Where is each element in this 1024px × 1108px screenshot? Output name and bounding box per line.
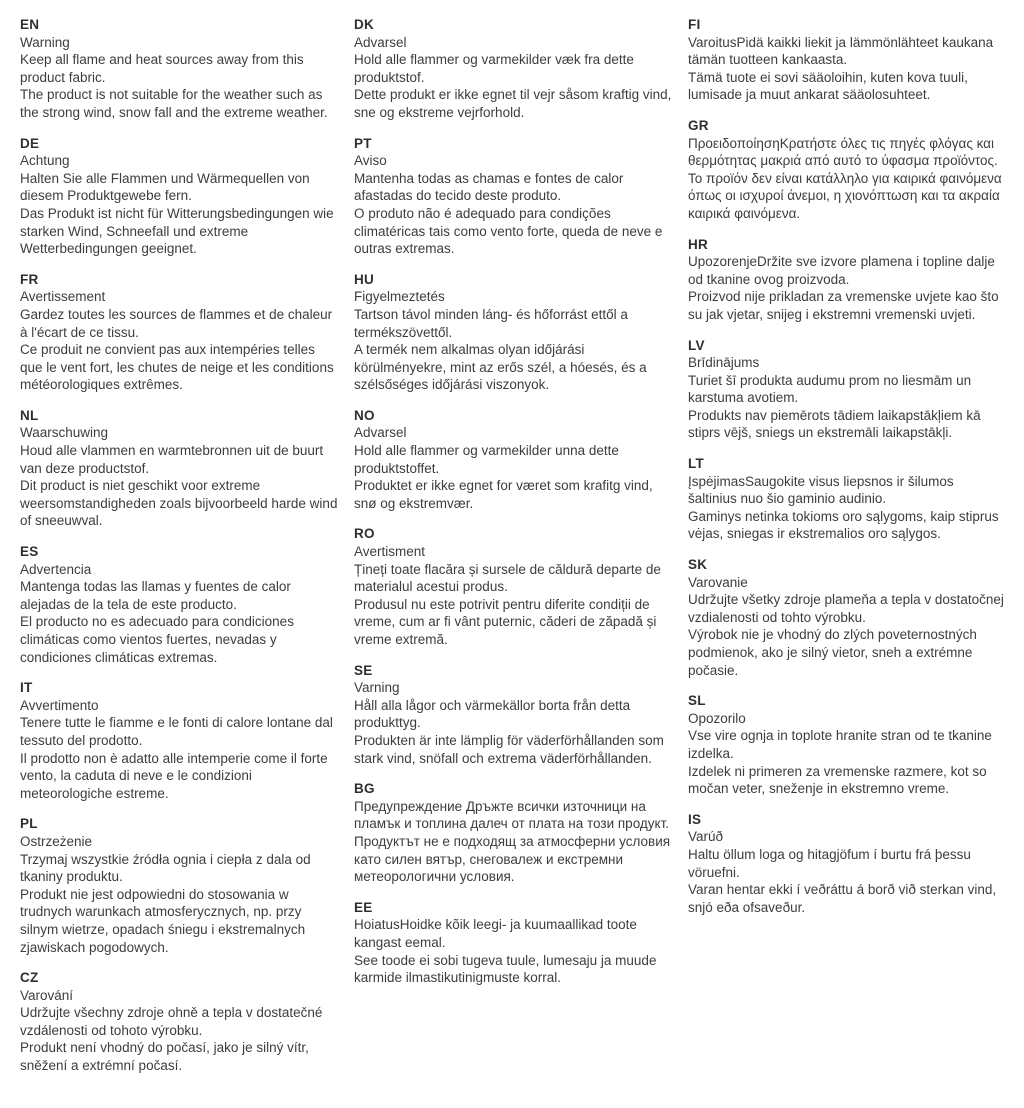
language-section-ro <box>354 525 672 648</box>
warning-text: Avvertimento <box>20 697 99 713</box>
language-section-it <box>20 679 338 802</box>
warning-text: Mantenga todas las llamas y fuentes de calor alejadas de la tela de este producto. <box>20 579 291 612</box>
language-code: NL <box>20 407 39 423</box>
warning-text: Opozorilo <box>688 710 746 726</box>
language-section-sl <box>688 692 1006 798</box>
language-code: PL <box>20 816 38 832</box>
language-code: SL <box>688 693 706 709</box>
language-section-gr <box>688 117 1006 223</box>
warning-text: Varovanie <box>688 574 748 590</box>
warning-text: Turiet šī produkta audumu prom no liesmām un karstuma avotiem. <box>688 372 972 406</box>
warning-text: Håll alla lågor och värmekällor borta från detta produkttyg. <box>354 697 631 731</box>
warning-text: Trzymaj wszystkie źródła ognia i ciepła z dala od tkaniny produktu. <box>20 851 311 885</box>
warning-text: Udržujte všechny zdroje ohně a tepla v dostatečné vzdálenosti od tohoto výrobku. <box>20 1005 323 1038</box>
warning-text: Vse vire ognja in toplote hranite stran od te tkanine izdelka. <box>688 728 992 761</box>
warning-text: O produto não é adequado para condições climatéricas tais como vento forte, queda de neve e outras extremas. <box>354 205 663 257</box>
language-code: BG <box>354 781 375 797</box>
language-section-fi <box>688 16 1006 104</box>
column-1 <box>20 16 338 1088</box>
language-code: RO <box>354 526 375 542</box>
warning-text: Produkt nie jest odpowiedni do stosowania w trudnych warunkach atmosferycznych, np. przy silnym wietrze, opadach śniegu i ekstremalnych zjawiskach pogodowych. <box>20 886 306 955</box>
language-grid <box>20 16 1006 1088</box>
language-code: NO <box>354 407 375 423</box>
language-section-de <box>20 135 338 258</box>
warning-text: Izdelek ni primeren za vremenske razmere, kot so močan veter, sneženje in ekstremno vreme. <box>688 763 987 797</box>
language-code: GR <box>688 117 709 133</box>
warning-text: Avertisment <box>354 544 426 560</box>
warning-text: VaroitusPidä kaikki liekit ja lämmönlähteet kaukana tämän tuotteen kankaasta. <box>688 34 994 68</box>
warning-text: Das Produkt ist nicht für Witterungsbedingungen wie starken Wind, Schneefall und extreme Wetterbedingungen geeignet. <box>20 205 334 257</box>
warning-text: Hold alle flammer og varmekilder væk fra dette produktstof. <box>354 52 634 85</box>
warning-text: Hold alle flammer og varmekilder unna dette produktstoffet. <box>354 443 619 476</box>
warning-text: Il prodotto non è adatto alle intemperie come il forte vento, la caduta di neve e le condizioni meteorologiche estreme. <box>20 750 328 801</box>
warning-text: Tenere tutte le fiamme e le fonti di calore lontane dal tessuto del prodotto. <box>20 715 333 748</box>
language-section-en <box>20 16 338 122</box>
warning-text: Brīdinājums <box>688 355 760 371</box>
warning-text: Výrobok nie je vhodný do zlých poveternostných podmienok, ako je silný vietor, sneh a extrémne počasie. <box>688 627 977 678</box>
warning-text: Tämä tuote ei sovi sääoloihin, kuten kova tuuli, lumisade ja muut ankarat sääolosuhteet. <box>688 69 968 103</box>
language-section-pl <box>20 815 338 956</box>
warning-text: Advarsel <box>354 425 407 441</box>
language-section-es <box>20 543 338 666</box>
warning-text: Produkt není vhodný do počasí, jako je silný vítr, sněžení a extrémní počasí. <box>20 1040 309 1074</box>
warning-text: A termék nem alkalmas olyan időjárási körülményekre, mint az erős szél, a hóesés, és a szélsőséges időjárási viszonyok. <box>354 342 647 393</box>
warning-text: Ostrzeżenie <box>20 833 93 849</box>
warning-text: Varování <box>20 987 74 1003</box>
language-section-nl <box>20 407 338 530</box>
warning-text: Figyelmeztetés <box>354 289 445 305</box>
language-code: LT <box>688 456 704 472</box>
warning-text: Houd alle vlammen en warmtebronnen uit de buurt van deze productstof. <box>20 443 324 476</box>
warning-text: Aviso <box>354 153 387 169</box>
warning-text: Haltu öllum loga og hitagjöfum í burtu frá þessu vöruefni. <box>688 846 971 880</box>
language-section-lv <box>688 337 1006 443</box>
warning-text: Keep all flame and heat sources away from this product fabric. <box>20 52 304 85</box>
language-code: EE <box>354 899 373 915</box>
language-code: IT <box>20 680 33 696</box>
warning-text: Advertencia <box>20 561 92 577</box>
warning-text: Mantenha todas as chamas e fontes de calor afastadas do tecido deste produto. <box>354 170 624 204</box>
warning-text: Udržujte všetky zdroje plameňa a tepla v dostatočnej vzdialenosti od tohto výrobku. <box>688 592 1004 625</box>
language-section-hr <box>688 236 1006 324</box>
language-section-no <box>354 407 672 513</box>
warning-text: Ce produit ne convient pas aux intempéries telles que le vent fort, les chutes de neige et les conditions météorologiques extrêmes. <box>20 342 334 393</box>
warning-text: Halten Sie alle Flammen und Wärmequellen von diesem Produktgewebe fern. <box>20 170 310 204</box>
language-section-se <box>354 662 672 768</box>
language-section-ee <box>354 899 672 987</box>
language-code: FR <box>20 271 39 287</box>
warning-text: ΠροειδοποίησηΚρατήστε όλες τις πηγές φλόγας και θερμότητας μακριά από αυτό το ύφασμα προϊόντος. <box>688 135 998 169</box>
warning-text: See toode ei sobi tugeva tuule, lumesaju ja muude karmide ilmastikutinigmuste korral. <box>354 952 657 986</box>
language-code: EN <box>20 17 40 32</box>
warning-text: HoiatusHoidke kõik leegi- ja kuumaallikad toote kangast eemal. <box>354 917 637 950</box>
warning-text: Proizvod nije prikladan za vremenske uvjete kao što su jak vjetar, snijeg i ekstremni vremenski uvjeti. <box>688 289 999 322</box>
language-section-pt <box>354 135 672 258</box>
warning-text: Produkts nav piemērots tādiem laikapstākļiem kā stiprs vējš, sniegs un ekstremāli laikapstākļi. <box>688 407 981 441</box>
warning-text: Предупреждение Дръжте всички източници на пламък и топлина далеч от плата на този продукт. <box>354 798 670 832</box>
warning-text: Achtung <box>20 153 70 169</box>
warning-text: Advarsel <box>354 34 407 50</box>
warning-text: Tartson távol minden láng- és hőforrást ettől a termékszövettől. <box>354 306 628 340</box>
warning-text: Avertissement <box>20 289 106 305</box>
language-code: IS <box>688 811 702 827</box>
language-code: SE <box>354 662 373 678</box>
language-section-dk <box>354 16 672 122</box>
warning-text: Dette produkt er ikke egnet til vejr såsom kraftig vind, sne og ekstreme vejrforhold. <box>354 87 672 120</box>
warning-text: The product is not suitable for the weather such as the strong wind, snow fall and the extreme weather. <box>20 87 328 120</box>
language-code: DK <box>354 17 374 32</box>
warning-text: Produktet er ikke egnet for været som krafitg vind, snø og ekstremvær. <box>354 478 653 511</box>
language-section-fr <box>20 271 338 394</box>
language-code: LV <box>688 337 705 353</box>
warning-text: Produkten är inte lämplig för väderförhållanden som stark vind, snöfall och extrema väderförhållanden. <box>354 732 664 766</box>
warning-text: Gardez toutes les sources de flammes et de chaleur à l'écart de ce tissu. <box>20 306 333 340</box>
language-code: HU <box>354 271 374 287</box>
warning-text: Varning <box>354 680 400 696</box>
language-code: FI <box>688 17 701 32</box>
warning-text: ĮspėjimasSaugokite visus liepsnos ir šilumos šaltinius nuo šio gaminio audinio. <box>688 473 954 507</box>
language-section-bg <box>354 780 672 886</box>
language-code: DE <box>20 135 40 151</box>
language-code: PT <box>354 135 372 151</box>
warning-text: Produsul nu este potrivit pentru diferite condiții de vreme, cum ar fi vânt puternic, căderi de zăpadă și vreme extremă. <box>354 596 657 647</box>
warning-text: Varan hentar ekki í veðráttu á borð við sterkan vind, snjó eða ofsaveður. <box>688 882 997 915</box>
language-section-sk <box>688 556 1006 679</box>
warning-text: Dit product is niet geschikt voor extreme weersomstandigheden zoals bijvoorbeeld harde wind of sneeuwval. <box>20 478 338 529</box>
column-3 <box>688 16 1006 929</box>
language-code: ES <box>20 544 39 560</box>
language-section-hu <box>354 271 672 394</box>
warning-text: UpozorenjeDržite sve izvore plamena i topline dalje od tkanine ovog proizvoda. <box>688 254 995 287</box>
language-code: SK <box>688 557 708 573</box>
language-code: CZ <box>20 970 39 986</box>
warning-text: El producto no es adecuado para condiciones climáticas como vientos fuertes, nevadas y condiciones climáticas extremas. <box>20 614 294 665</box>
warning-text: Țineți toate flacăra și sursele de căldură departe de materialul acestui produs. <box>354 561 661 595</box>
warning-text: Waarschuwing <box>20 425 109 441</box>
warning-text: Gaminys netinka tokioms oro sąlygoms, kaip stiprus vėjas, sniegas ir ekstremalios oro sąlygos. <box>688 508 999 542</box>
language-section-cz <box>20 969 338 1075</box>
warning-text: Warning <box>20 34 70 50</box>
language-section-lt <box>688 455 1006 543</box>
language-code: HR <box>688 236 708 252</box>
warning-text: Продуктът не е подходящ за атмосферни условия като силен вятър, снеговалеж и екстремни метеорологични условия. <box>354 833 671 885</box>
warning-text: Varúð <box>688 829 724 845</box>
warning-text: Το προϊόν δεν είναι κατάλληλο για καιρικά φαινόμενα όπως οι ισχυροί άνεμοι, η χιονόπτωση και τα ακραία καιρικά φαινόμενα. <box>688 170 1002 221</box>
column-2 <box>354 16 672 1000</box>
language-section-is <box>688 811 1006 917</box>
